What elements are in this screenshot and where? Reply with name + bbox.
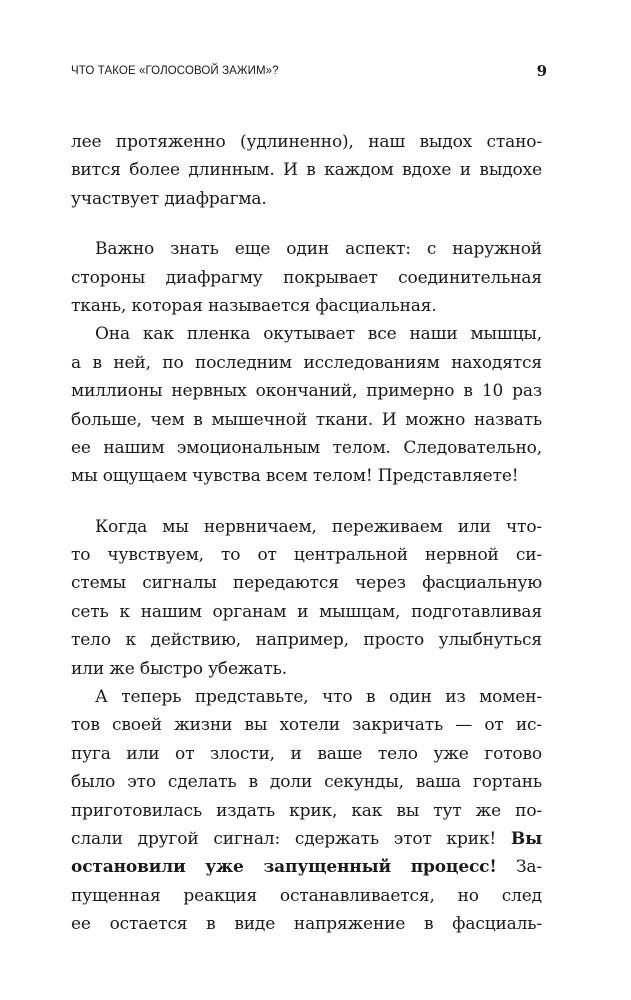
running-title: ЧТО ТАКОЕ «ГОЛОСОВОЙ ЗАЖИМ»? <box>71 65 279 77</box>
text-line: а в ней, по последним исследованиям находятся <box>71 352 542 373</box>
text-line: вится более длинным. И в каждом вдохе и выдохе <box>71 160 542 181</box>
running-head <box>71 62 547 82</box>
text-line: пущенная реакция останавливается, но след <box>71 885 542 906</box>
text-line: ткань, которая называется фасциальная. <box>71 295 437 316</box>
text-fragment: За- <box>515 857 542 878</box>
text-line: Важно знать еще один аспект: с наружной <box>95 239 542 260</box>
text-line: сеть к нашим органам и мышцам, подготавливая <box>71 601 542 622</box>
text-line-with-emphasis <box>71 825 542 853</box>
text-line: стороны диафрагму покрывает соединительная <box>71 267 542 288</box>
text-line: пуга или от злости, и ваше тело уже готово <box>71 743 542 764</box>
section-break <box>71 491 542 513</box>
text-line: было это сделать в доли секунды, ваша гортань <box>71 772 542 793</box>
text-line: тов своей жизни вы хотели закричать — от ис- <box>71 715 542 736</box>
text-line: Когда мы нервничаем, переживаем или что- <box>95 516 542 537</box>
text-line: ее остается в виде напряжение в фасциаль- <box>71 914 542 935</box>
text-fragment: слали другой сигнал: сдержать этот крик! <box>71 828 497 849</box>
text-line: стемы сигналы передаются через фасциальную <box>71 573 542 594</box>
text-line: лее протяженно (удлиненно), наш выдох стано- <box>71 132 542 152</box>
text-line: мы ощущаем чувства всем телом! Представляете! <box>71 466 519 487</box>
emphasis-text: Вы <box>510 828 542 849</box>
text-line-with-emphasis <box>71 853 542 881</box>
text-line: приготовилась издать крик, как вы тут же по- <box>71 800 542 821</box>
text-line: тело к действию, например, просто улыбнуться <box>71 630 542 651</box>
text-line: ее нашим эмоциональным телом. Следовательно, <box>71 437 542 458</box>
page-number: 9 <box>536 62 547 80</box>
section-break <box>71 213 542 235</box>
text-line: Она как пленка окутывает все наши мышцы, <box>95 324 542 345</box>
body-text <box>71 128 542 939</box>
text-line: А теперь представьте, что в один из момен- <box>95 687 542 708</box>
text-line: или же быстро убежать. <box>71 658 288 679</box>
text-line: больше, чем в мышечной ткани. И можно назвать <box>71 409 542 430</box>
text-line: участвует диафрагма. <box>71 188 267 209</box>
emphasis-text: остановили уже запущенный процесс! <box>71 857 497 878</box>
text-line: миллионы нервных окончаний, примерно в 10 раз <box>71 381 542 402</box>
text-line: то чувствуем, то от центральной нервной си- <box>71 545 542 566</box>
